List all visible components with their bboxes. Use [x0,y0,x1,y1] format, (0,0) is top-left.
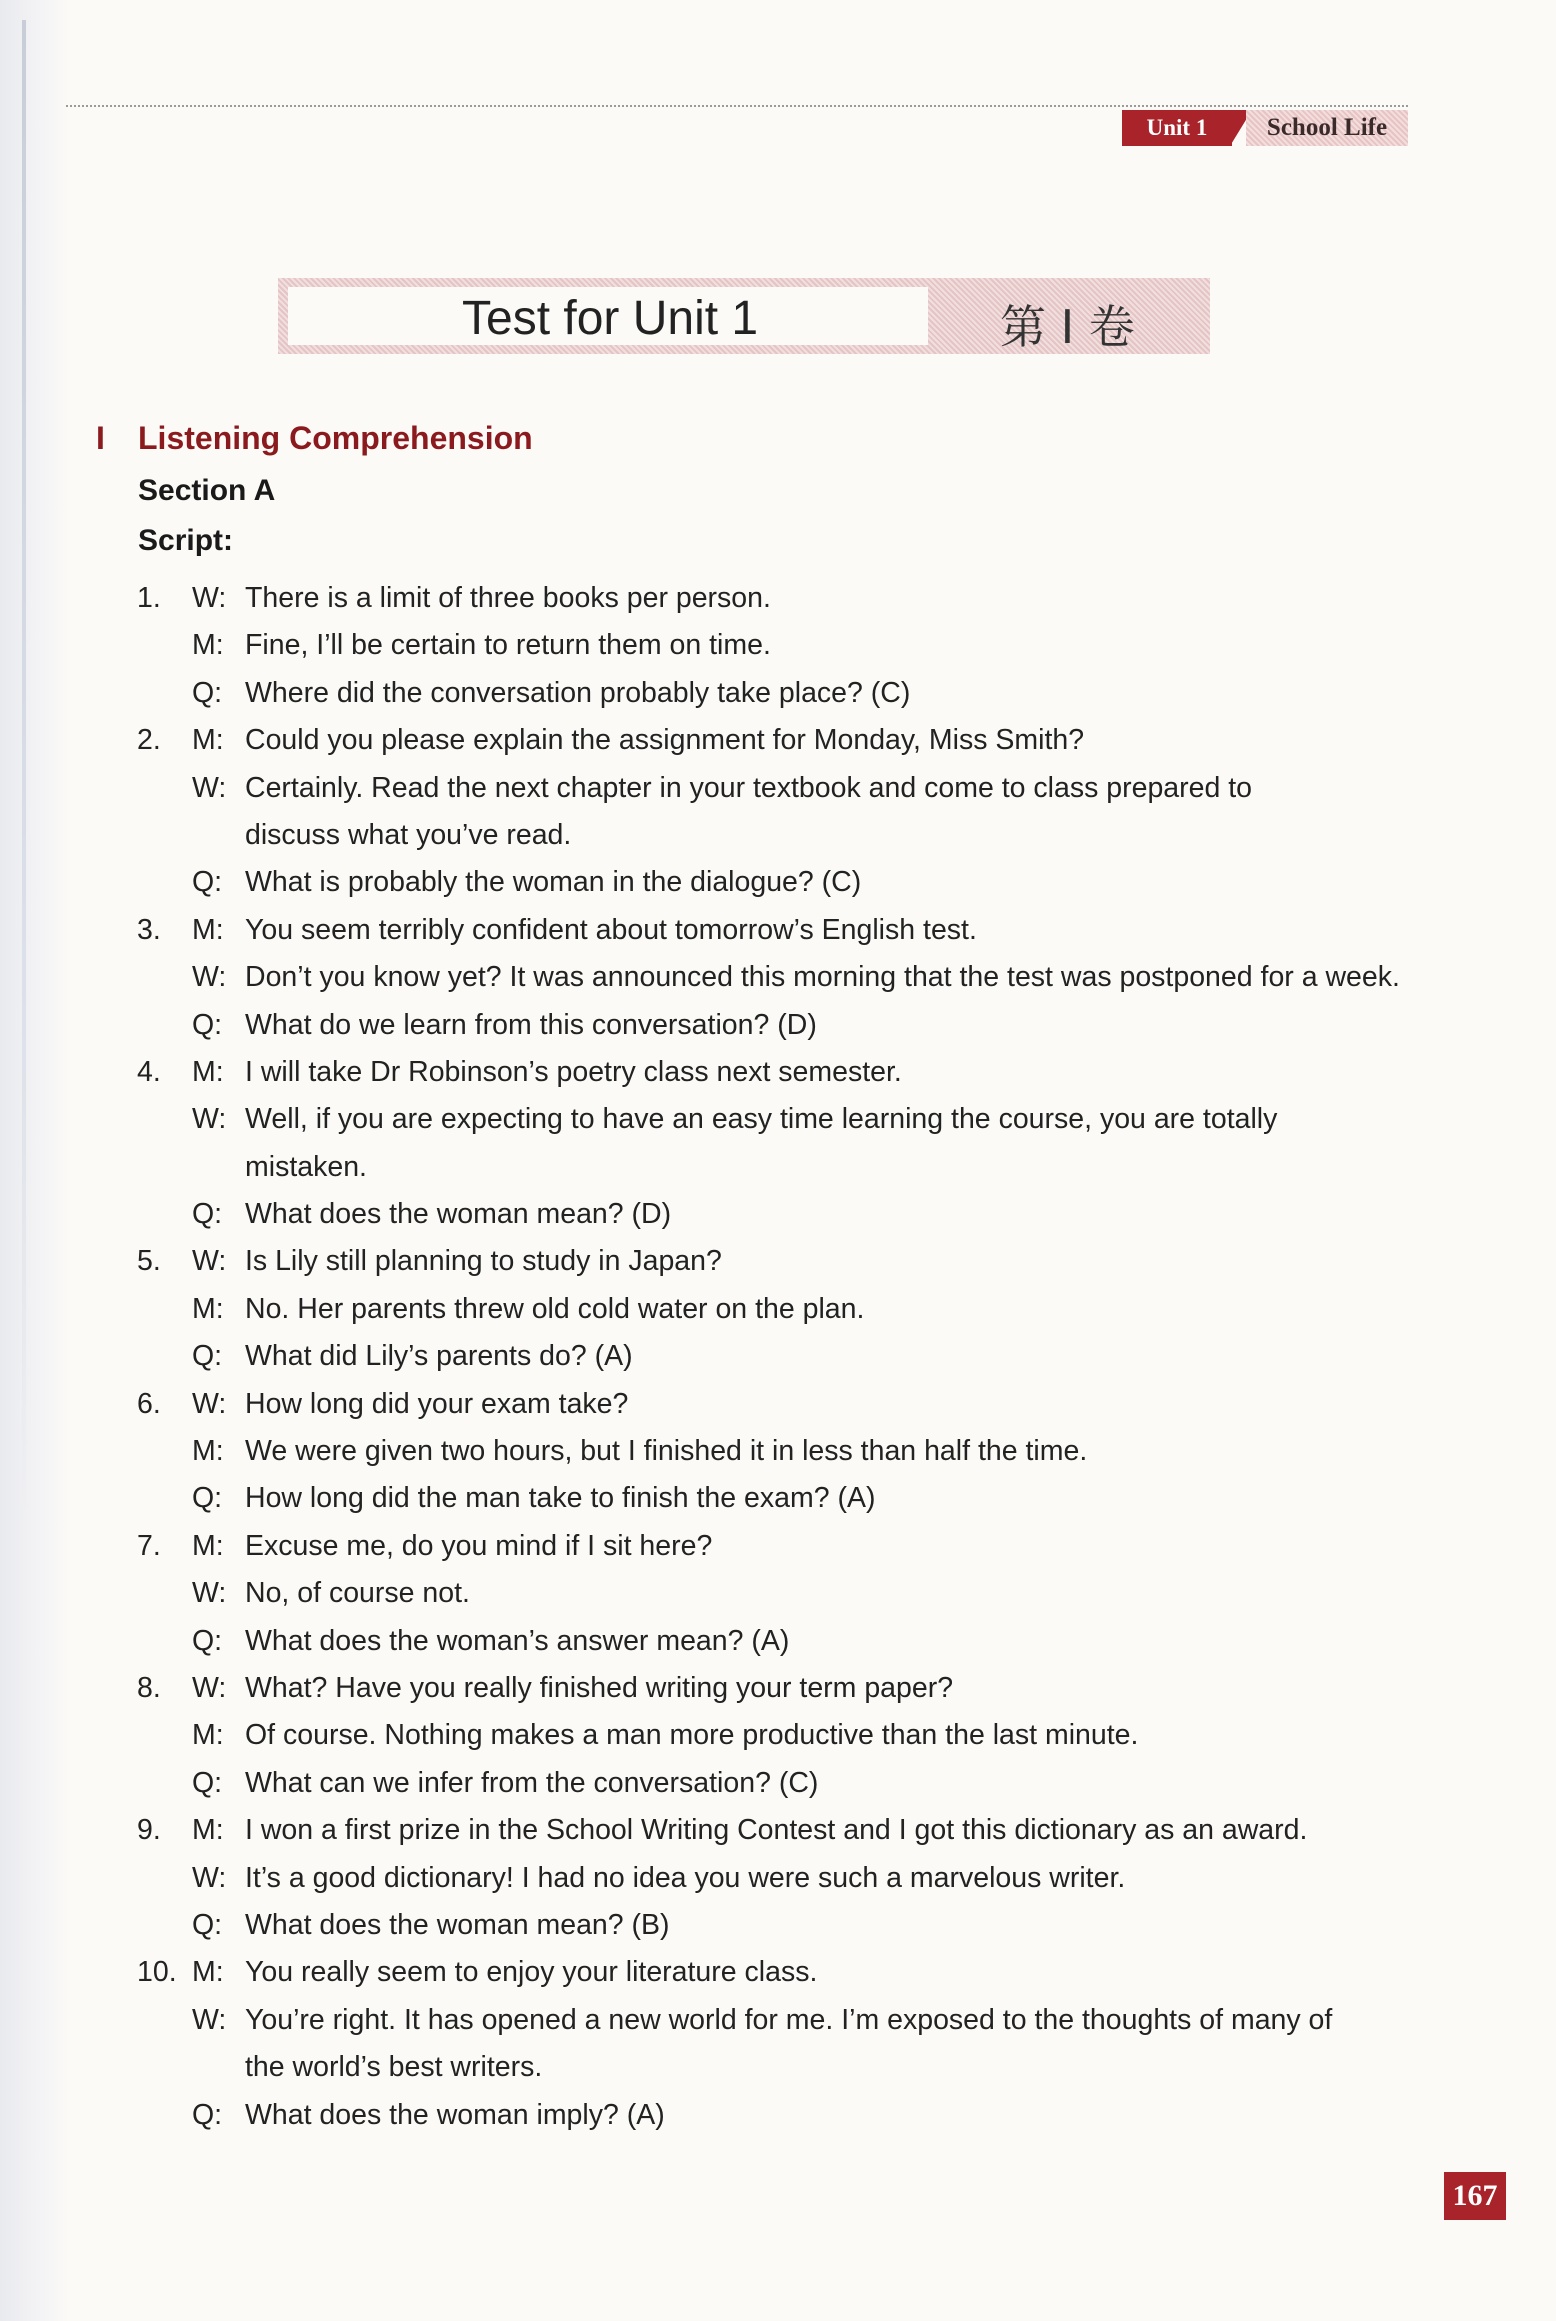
line-text: What did Lily’s parents do? (A) [245,1340,633,1373]
speaker-label: W: [192,2003,227,2036]
speaker-label: M: [192,913,224,946]
unit-label: Unit 1 [1122,110,1232,146]
line-text: I will take Dr Robinson’s poetry class next semester. [245,1055,902,1088]
script-line [0,1905,1556,1952]
line-text: It’s a good dictionary! I had no idea you were such a marvelous writer. [245,1861,1126,1894]
script-line [0,1099,1556,1146]
script-line [0,578,1556,625]
question-number: 7. [137,1529,161,1562]
speaker-label: M: [192,724,224,757]
line-text: Certainly. Read the next chapter in your textbook and come to class prepared to [245,771,1253,804]
speaker-label: W: [192,1861,227,1894]
line-text: What does the woman imply? (A) [245,2098,665,2131]
question-number: 4. [137,1055,161,1088]
speaker-label: M: [192,1719,224,1752]
line-text: How long did the man take to finish the exam? (A) [245,1482,876,1515]
script-label: Script: [138,524,234,557]
line-text: You really seem to enjoy your literature class. [245,1956,818,1989]
question-number: 6. [137,1387,161,1420]
line-text: What? Have you really finished writing your term paper? [245,1671,954,1704]
script-line [0,2095,1556,2142]
part-title: Listening Comprehension [138,420,533,456]
unit-title: School Life [1246,110,1408,146]
question-number: 5. [137,1245,161,1278]
speaker-label: W: [192,1671,227,1704]
script-line [0,1384,1556,1431]
speaker-label: M: [192,1055,224,1088]
speaker-label: W: [192,1577,227,1610]
line-text: Of course. Nothing makes a man more productive than the last minute. [245,1719,1139,1752]
script-line [0,1241,1556,1288]
script-line [0,1478,1556,1525]
speaker-label: Q: [192,1766,223,1799]
question-number: 1. [137,582,161,614]
speaker-label: W: [192,961,227,994]
script-line [0,1668,1556,1715]
question-number: 2. [137,724,161,757]
speaker-label: M: [192,1956,224,1989]
speaker-label: Q: [192,676,223,709]
speaker-label: M: [192,1814,224,1847]
speaker-label: M: [192,1529,224,1562]
question-number: 9. [137,1814,161,1847]
speaker-label: Q: [192,1340,223,1373]
question-number: 3. [137,913,161,946]
speaker-label: W: [192,1103,227,1136]
speaker-label: Q: [192,1482,223,1515]
line-text: What is probably the woman in the dialogue? (C) [245,866,862,899]
speaker-label: M: [192,1292,224,1325]
script-line [0,1952,1556,1999]
line-text: I won a first prize in the School Writing Contest and I got this dictionary as an award. [245,1814,1308,1847]
speaker-label: Q: [192,2098,223,2131]
line-text: the world’s best writers. [245,2051,543,2084]
line-text: Could you please explain the assignment for Monday, Miss Smith? [245,724,1085,757]
script-line [0,1194,1556,1241]
speaker-label: Q: [192,1008,223,1041]
script-line [0,1763,1556,1810]
header-rule [66,105,1408,107]
line-text: You seem terribly confident about tomorrow’s English test. [245,913,977,946]
line-text: What does the woman’s answer mean? (A) [245,1624,790,1657]
script-line [0,1573,1556,1620]
speaker-label: Q: [192,1198,223,1231]
script-line [0,1810,1556,1857]
line-text: We were given two hours, but I finished it in less than half the time. [245,1435,1088,1468]
line-text: mistaken. [245,1150,367,1183]
line-text: No, of course not. [245,1577,470,1610]
volume-label: 第 I 卷 [1000,300,1135,354]
script-line [0,1052,1556,1099]
page-number: 167 [1444,2172,1506,2220]
speaker-label: M: [192,1435,224,1468]
speaker-label: W: [192,1387,227,1420]
line-text: There is a limit of three books per person. [245,582,771,614]
line-text: Well, if you are expecting to have an easy time learning the course, you are totally [245,1103,1278,1136]
line-text: What does the woman mean? (D) [245,1198,672,1231]
script-line [0,862,1556,909]
speaker-label: W: [192,582,227,614]
script-line [0,910,1556,957]
script-line [0,1431,1556,1478]
script-line [0,673,1556,720]
line-text: What can we infer from the conversation? (C) [245,1766,819,1799]
line-text: How long did your exam take? [245,1387,629,1420]
script-line [0,625,1556,672]
script-line [0,1621,1556,1668]
speaker-label: Q: [192,866,223,899]
script-line [0,1715,1556,1762]
part-number: I [96,420,105,456]
line-text: Fine, I’ll be certain to return them on time. [245,629,771,662]
line-text: Where did the conversation probably take place? (C) [245,676,911,709]
line-text: discuss what you’ve read. [245,818,572,851]
speaker-label: M: [192,629,224,662]
speaker-label: Q: [192,1624,223,1657]
line-text: No. Her parents threw old cold water on the plan. [245,1292,865,1325]
test-title-banner [278,278,1210,354]
script-line [0,815,1556,862]
speaker-label: Q: [192,1908,223,1941]
script-line [0,1526,1556,1573]
script-line [0,2047,1556,2094]
line-text: What do we learn from this conversation? (D) [245,1008,817,1041]
script-line [0,768,1556,815]
script-lines [0,578,1556,2142]
test-title: Test for Unit 1 [462,292,759,345]
script-line [0,1147,1556,1194]
script-line [0,1005,1556,1052]
script-line [0,1858,1556,1905]
running-header [1122,110,1408,146]
script-line [0,720,1556,767]
line-text: Don’t you know yet? It was announced this morning that the test was postponed for a week. [245,961,1400,994]
section-heading: Section A [138,474,276,507]
line-text: Excuse me, do you mind if I sit here? [245,1529,713,1562]
script-line [0,2000,1556,2047]
script-line [0,1336,1556,1383]
script-line [0,1289,1556,1336]
question-number: 10. [137,1956,177,1989]
speaker-label: W: [192,1245,227,1278]
speaker-label: W: [192,771,227,804]
script-line [0,957,1556,1004]
line-text: You’re right. It has opened a new world for me. I’m exposed to the thoughts of many of [245,2003,1333,2036]
line-text: Is Lily still planning to study in Japan? [245,1245,722,1278]
line-text: What does the woman mean? (B) [245,1908,670,1941]
question-number: 8. [137,1671,161,1704]
